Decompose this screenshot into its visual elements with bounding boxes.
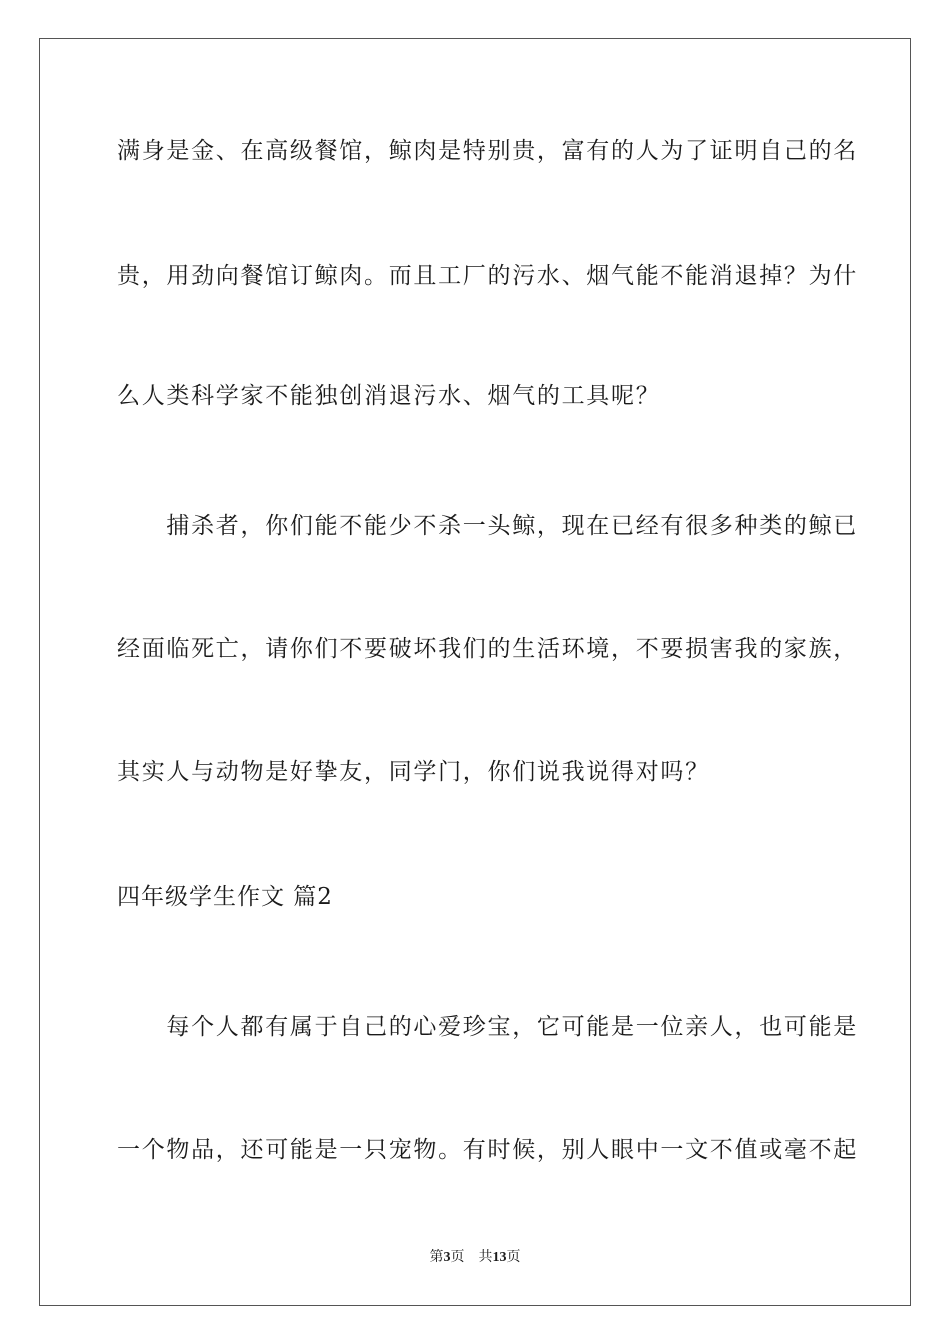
page-number: 3 (443, 1250, 451, 1265)
page-footer (0, 1246, 950, 1266)
total-suffix: 页 (506, 1250, 521, 1265)
text-line: 贵，用劲向餐馆订鲸肉。而且工厂的污水、烟气能不能消退掉？为什 (117, 263, 858, 289)
page-border (39, 38, 911, 1306)
text-line: 么人类科学家不能独创消退污水、烟气的工具呢？ (117, 383, 661, 409)
page-prefix: 第 (429, 1250, 444, 1265)
text-line: 满身是金、在高级餐馆，鲸肉是特别贵，富有的人为了证明自己的名 (117, 138, 858, 164)
text-line: 经面临死亡，请你们不要破坏我们的生活环境，不要损害我的家族， (117, 636, 858, 662)
text-line: 捕杀者，你们能不能少不杀一头鲸，现在已经有很多种类的鲸已 (117, 513, 858, 539)
text-line: 一个物品，还可能是一只宠物。有时候，别人眼中一文不值或毫不起 (117, 1137, 858, 1163)
page-suffix: 页 (450, 1250, 465, 1265)
total-pages: 13 (492, 1250, 507, 1265)
text-line: 其实人与动物是好挚友，同学门，你们说我说得对吗？ (117, 759, 710, 785)
text-line: 每个人都有属于自己的心爱珍宝，它可能是一位亲人，也可能是 (117, 1014, 858, 1040)
total-prefix: 共 (478, 1250, 493, 1265)
section-heading: 四年级学生作文 篇2 (117, 884, 333, 910)
